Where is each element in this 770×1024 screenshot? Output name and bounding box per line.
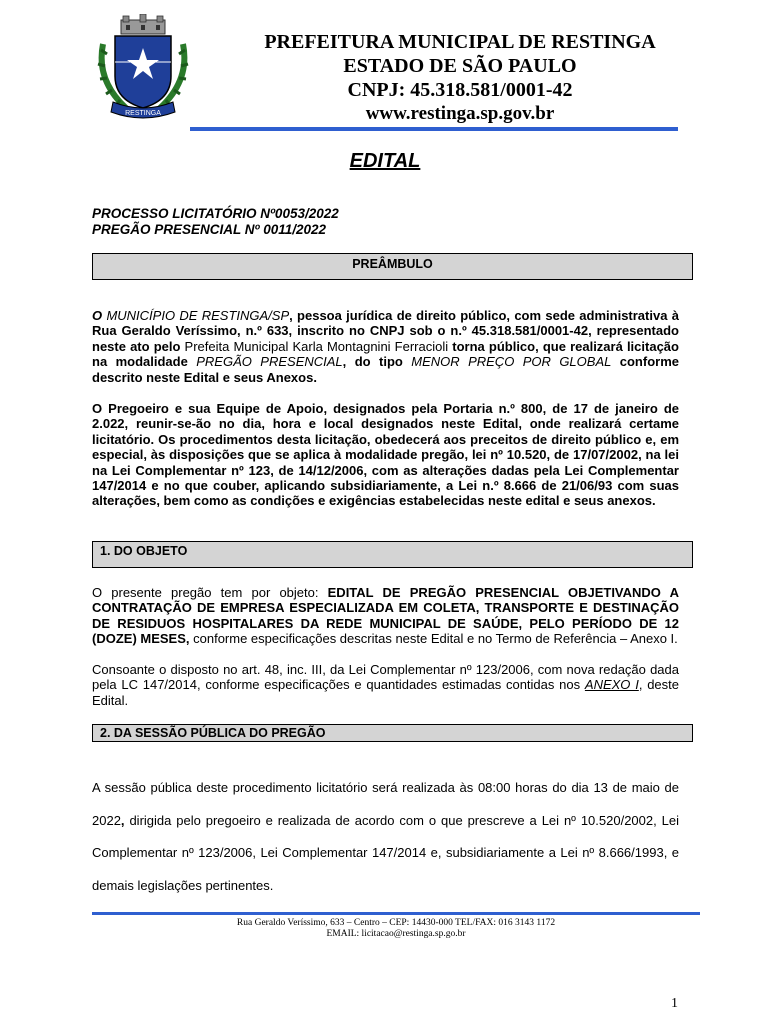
document-title: EDITAL: [349, 150, 421, 172]
text-run: torna público, que realizará licitação na modalidade: [92, 338, 679, 370]
text-run: O: [92, 308, 103, 323]
state-name: ESTADO DE SÃO PAULO: [343, 55, 577, 77]
text-run: MUNICÍPIO DE RESTINGA/SP: [106, 308, 290, 323]
text-run: A sessão pública deste procedimento licitatório será realizada às 08:00 horas do dia 13 de maio de 2022: [92, 780, 679, 828]
text-run: , deste Edital.: [92, 677, 679, 708]
footer: [92, 918, 700, 940]
coat-of-arms-icon: [93, 14, 193, 122]
text-run: ,: [120, 812, 125, 828]
section-heading-objeto: 1. DO OBJETO: [92, 541, 693, 568]
text-run: ANEXO I: [584, 677, 639, 693]
text-run: , do tipo: [342, 354, 412, 370]
municipality-name: PREFEITURA MUNICIPAL DE RESTINGA: [264, 31, 656, 53]
cnpj: CNPJ: 45.318.581/0001-42: [347, 79, 573, 101]
process-number: PROCESSO LICITATÓRIO Nº0053/2022: [92, 206, 339, 221]
objeto-paragraph-2: [92, 662, 679, 708]
text-run: O Pregoeiro e sua Equipe de Apoio, designados pela Portaria n.º 800, de 17 de janeiro de 2.022, reunir-se-ão no dia, hora e local designados neste Edital, onde realizará certame licitatório. Os procedimentos desta licitação, obedecerá aos preceitos de direito público e, em especial, às disposições que se aplica à modalidade pregão, lei nº 10.520, de 17/07/2002, na lei na Lei Complementar nº 123, de 14/12/2006, com as alterações dadas pela Lei Complementar 147/2014 e no que couber, aplicando subsidiariamente, a Lei n.º 8.666 de 21/06/93 com suas alterações, bem como as condições e exigências estabelecidas neste edital e seus anexos.: [92, 401, 679, 509]
auction-number: PREGÃO PRESENCIAL Nº 0011/2022: [92, 222, 327, 237]
header-rule: [190, 127, 678, 131]
letterhead: [200, 30, 720, 126]
text-run: PREGÃO PRESENCIAL: [196, 354, 343, 370]
preambulo-paragraph-2: [92, 401, 679, 509]
text-run: Prefeita Municipal Karla Montagnini Ferracioli: [184, 338, 453, 354]
objeto-paragraph-1: [92, 585, 679, 647]
footer-address: Rua Geraldo Veríssimo, 633 – Centro – CEP: 14430-000 TEL/FAX: 016 3143 1172: [236, 918, 556, 928]
footer-email[interactable]: EMAIL: licitacao@restinga.sp.go.br: [326, 929, 466, 939]
text-run: Consoante o disposto no art. 48, inc. III, da Lei Complementar nº 123/2006, com nova redação dada pela LC 147/2014, conforme especificações e quantidades estimadas contidas nos: [92, 662, 679, 693]
text-run: EDITAL DE PREGÃO PRESENCIAL OBJETIVANDO A CONTRATAÇÃO DE EMPRESA ESPECIALIZADA EM COLETA, TRANSPORTE E DESTINAÇÃO DE RESIDUOS HOSPITALARES DA REDE MUNICIPAL DE SAÚDE, PELO PERÍODO DE 12 (DOZE) MESES,: [92, 585, 679, 647]
page-number: 1: [671, 996, 678, 1011]
text-run: MENOR PREÇO POR GLOBAL: [411, 354, 612, 370]
preambulo-paragraph-1: [92, 308, 679, 385]
section-heading-preambulo: PREÂMBULO: [92, 253, 693, 280]
footer-rule: [92, 912, 700, 915]
website-link[interactable]: www.restinga.sp.gov.br: [365, 103, 555, 124]
section-heading-sessao: 2. DA SESSÃO PÚBLICA DO PREGÃO: [92, 724, 693, 742]
crest-ribbon-text: RESTINGA: [125, 110, 161, 117]
text-run: dirigida pelo pregoeiro e realizada de acordo com o que prescreve a Lei nº 10.520/2002, Lei Complementar nº 123/2006, Lei Complementar 147/2014 e, subsidiariamente a Lei nº 8.666/1993, e demais legislações pertinentes.: [92, 812, 679, 894]
text-run: , pessoa jurídica de direito público, com sede administrativa à Rua Geraldo Veríssimo, n.º 633, inscrito no CNPJ sob o n.º 45.318.581/0001-42, representado neste ato pelo: [92, 308, 679, 354]
text-run: O presente pregão tem por objeto:: [92, 585, 328, 600]
process-info: [92, 206, 339, 238]
text-run: conforme descrito neste Edital e seus Anexos.: [92, 354, 679, 385]
sessao-paragraph: [92, 772, 679, 903]
text-run: conforme especificações descritas neste Edital e no Termo de Referência – Anexo I.: [189, 631, 678, 647]
